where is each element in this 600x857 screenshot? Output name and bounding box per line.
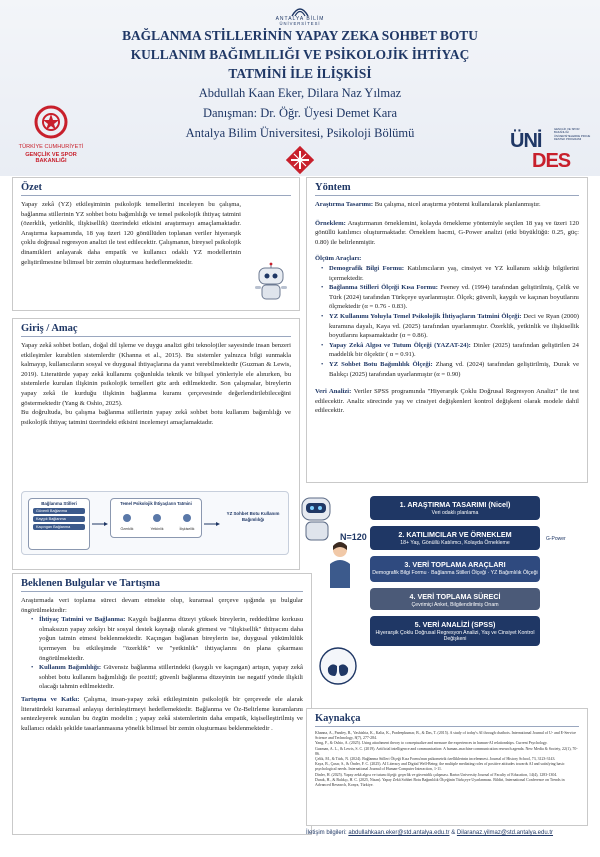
- bulgular-item-label: İhtiyaç Tatmini ve Bağlanma:: [39, 616, 126, 624]
- flow-step-sub: 18+ Yaş, Gönüllü Katılımcı, Kolayda Örnekleme: [400, 540, 510, 546]
- unides-des: DES: [532, 150, 571, 172]
- attachment-group-title: Bağlanma Stilleri: [41, 501, 77, 506]
- kaynakca-divider: [315, 726, 579, 727]
- tasarim-label: Araştırma Tasarımı:: [315, 201, 374, 208]
- arac-label: Bağlanma Stilleri Ölçeği Kısa Formu:: [329, 284, 438, 292]
- kaynakca-section: [306, 708, 588, 826]
- ministry-line-1: TÜRKİYE CUMHURİYETİ: [18, 144, 84, 150]
- arac-item: [321, 341, 579, 360]
- reference-item: Durak, H., & Balıkçı, H. C. (2025, Nisan). Yapay Zekâ Sohbet Botu Bağımlılık Ölçeğinin Türkçeye Uyarlanması. Bildiri, International Conference on Trends in Advanced Research, Konya, Türkiye.: [315, 777, 565, 788]
- university-name-line1: ANTALYA BİLİM: [275, 16, 325, 22]
- araclar-title: [315, 254, 579, 264]
- contact-footer: [306, 830, 596, 836]
- poster-title-line-2: KULLANIM BAĞIMLILIĞI VE PSİKOLOJİK İHTİYAÇ: [130, 47, 470, 62]
- bulgular-title: Beklenen Bulgular ve Tartışma: [21, 578, 160, 589]
- flow-step-3: [370, 556, 540, 582]
- email-joiner: &: [451, 830, 456, 836]
- bulgular-item-text: Kaygılı bağlanma düzeyi yüksek bireylerin, reddedilme korkusu olmaksızın yapay zekâyı bir sosyal destek kaynağı olarak görmesi ve "ilişkisellik" ihtiyacını daha yoğun tatmin etmesi beklenmektedir. Kaçıngan bağlanan bireylerin ise, duygusal yükümlülük içermeyen bu etkileşimde "özerklik" ve "yetkinlik" ihtiyaçlarını ön plana çıkarması öngörülmektedir.: [39, 616, 303, 662]
- analiz-text: Veriler SPSS programında "Hiyerarşik Çoklu Doğrusal Regresyon Analizi" ile test edilecektir. Analiz sürecinde yaş ve cinsiyet değişkenleri kontrol değişkeni olarak modele dahil edilecektir.: [315, 388, 579, 415]
- arac-label: YZ Kullanımı Yoluyla Temel Psikolojik İhtiyaçların Tatmini Ölçeği:: [329, 312, 522, 320]
- kaynakca-title: Kaynakça: [315, 713, 361, 724]
- diamond-emblem-icon: [286, 146, 314, 174]
- ministry-line-2: GENÇLİK VE SPOR BAKANLIĞI: [25, 152, 77, 164]
- unides-logo-icon: [510, 128, 596, 174]
- attachment-item: Kaçıngan Bağlanma: [33, 524, 85, 530]
- bulgular-list: [31, 615, 303, 692]
- ozet-section: [12, 177, 300, 311]
- bulgular-item-text: Güvensiz bağlanma stillerindeki (kaygılı ve kaçıngan) artışın, yapay zekâ sohbet botu kullanım bağımlılığı ile pozitif; güvenli bağlanma düzeyinin ise negatif yönde ilişkili olacağı tahmin edilmektedir.: [39, 664, 303, 691]
- arac-label: Yapay Zekâ Algısı ve Tutum Ölçeği (YAZAT-24):: [329, 341, 471, 349]
- need-label: Yetkinlik: [150, 527, 164, 531]
- giris-paragraph-2: Bu doğrultuda, bu çalışma bağlanma stillerinin yapay zekâ sohbet botu kullanım bağımlılığı ve psikolojik ihtiyaç tatmini üzerindeki etkisini incelemeyi amaçlamaktadır.: [21, 409, 291, 426]
- flow-step-sub: Demografik Bilgi Formu · Bağlanma Stilleri Ölçeği · YZ Bağımlılık Ölçeği: [372, 570, 538, 576]
- needs-title: Temel Psikolojik İhtiyaçların Tatmini: [120, 501, 192, 506]
- flow-step-sub: Çevrimiçi Anket, Bilgilendirilmiş Onam: [411, 602, 499, 608]
- flow-step-title: 3. VERİ TOPLAMA ARAÇLARI: [404, 560, 506, 569]
- advisor: Danışman: Dr. Öğr. Üyesi Demet Kara: [202, 106, 398, 120]
- araclar-title-text: Ölçüm Araçları:: [315, 255, 362, 263]
- arac-text: Zhang vd. (2024) tarafından geliştirilmiş, Durak ve Balıkçı (2025) tarafından uyarlanmıştır (α = 0.90): [329, 360, 579, 378]
- email-link-2[interactable]: Dilaranaz.yilmaz@std.antalya.edu.tr: [456, 830, 554, 836]
- need-label: İlişkisellik: [179, 527, 195, 531]
- orneklem-paragraph: [315, 219, 579, 248]
- flow-step-title: 2. KATILIMCILAR VE ÖRNEKLEM: [398, 530, 512, 539]
- ozet-text: Yapay zekâ (YZ) etkileşiminin psikolojik temellerini inceleyen bu çalışma, bağlanma stillerinin YZ sohbet botu bağımlılığı ve temel psikolojik ihtiyaç tatmini (özerklik, yetkinlik, ilişkisellik) üzerindeki etkisini araştırmayı amaçlamaktadır. Araştırma kapsamında, 18 yaş üzeri 120 gönüllüden toplanan veriler hiyerarşik çoklu doğrusal regresyon analizi ile test edilecektir. Çalışmanın, bireysel psikolojik dinamikleri anlayarak daha empatik ve kullanıcı odaklı YZ modellerinin geliştirilmesine bilimsel bir zemin oluşturması hedeflenmektedir.: [21, 201, 241, 266]
- gpower-label: G-Power: [546, 536, 566, 542]
- flow-step-1: [370, 496, 540, 520]
- arac-text: Katılımcıların yaş, cinsiyet ve YZ kullanım sıklığı bilgilerini içermektedir.: [329, 264, 579, 282]
- giris-divider: [21, 336, 291, 337]
- flow-step-5: [370, 616, 540, 646]
- bulgular-intro: Araştırmada veri toplama süreci devam etmekte olup, kuramsal çerçeve ışığında şu bulgular öngörülmektedir:: [21, 597, 303, 614]
- need-label: Özerklik: [120, 527, 134, 531]
- sample-size-label: N=120: [340, 532, 367, 542]
- reference-item: Guzman, A. L., & Lewis, S. C. (2019). Artificial intelligence and communication: A human–machine communication research agenda. New Media & Society, 22(1), 70-86.: [315, 746, 578, 756]
- needs-icons: [111, 511, 203, 525]
- orneklem-text: Araştırmanın örneklemini, kolayda örnekleme yöntemiyle seçilen 18 yaş ve üzeri 120 gönüllü katılımcı oluşturmaktadır. Örneklem hacmi, G-Power analizi (etki büyüklüğü: 0.25, güç: 0.80) ile belirlenmiştir.: [315, 219, 579, 246]
- poster-title-line-1: BAĞLANMA STİLLERİNİN YAPAY ZEKA SOHBET BOTU: [122, 28, 478, 43]
- poster-header: [0, 0, 600, 176]
- yontem-divider: [315, 195, 579, 196]
- flow-step-title: 4. VERİ TOPLAMA SÜRECİ: [409, 592, 501, 601]
- reference-item: Yang, F., & Oshio, A. (2025). Using attachment theory to conceptualize and measure the experiences in human-AI relationships. Current Psychology.: [315, 741, 548, 746]
- needs-box: [110, 498, 202, 538]
- arac-item: [321, 360, 579, 379]
- yontem-section: [306, 177, 588, 483]
- flow-step-sub: Hiyerarşik Çoklu Doğrusal Regresyon Analizi, Yaş ve Cinsiyet Kontrol Değişkeni: [375, 630, 535, 642]
- arac-item: [321, 264, 579, 283]
- araclar-list: [321, 264, 579, 379]
- arac-item: [321, 283, 579, 312]
- yontem-title: Yöntem: [315, 182, 351, 193]
- affiliation: Antalya Bilim Üniversitesi, Psikoloji Bölümü: [185, 126, 415, 140]
- bulgular-item: [31, 663, 303, 692]
- arac-text: Dinler (2025) tarafından geliştirilen 24 maddelik bir ölçektir ( α = 0.91).: [329, 341, 579, 359]
- arac-label: Demografik Bilgi Formu:: [329, 264, 405, 272]
- bulgular-item-label: Kullanım Bağımlılığı:: [39, 664, 102, 672]
- orneklem-label: Örneklem:: [315, 219, 346, 227]
- tasarim-paragraph: [315, 200, 579, 210]
- arac-label: YZ Sohbet Botu Bağımlılık Ölçeği:: [329, 360, 433, 368]
- attachment-item: Güvenli Bağlanma: [33, 508, 85, 514]
- reference-item: Kaya, B., Çınar, S., & Önder, F. C. (2025). AI Literacy and Digital Well-Being: the multiple mediating roles of positive attitudes towards AI and satisfying basic psychological needs. International Journal of Human-Computer Interaction, 1-11.: [315, 762, 565, 772]
- tasarim-text: Bu çalışma, nicel araştırma yöntemi kullanılarak planlanmıştır.: [374, 201, 541, 208]
- ozet-divider: [21, 195, 291, 196]
- katki-paragraph: [21, 695, 303, 733]
- bulgular-section: [12, 573, 312, 835]
- university-name-line2: ÜNİVERSİTESİ: [279, 21, 321, 26]
- attachment-item: Kaygılı Bağlanma: [33, 516, 85, 522]
- arac-text: Feeney vd. (1994) tarafından geliştirilmiş, Çelik ve Türk (2024) tarafından Türkçeye uyarlanmıştır. Ölçek; güvenli, kaygılı ve kaçınan boyutlarını ölçmektedir (α = 0.76 - 0.83).: [329, 284, 579, 311]
- giris-title: Giriş / Amaç: [21, 323, 78, 334]
- analiz-paragraph: [315, 387, 579, 416]
- email-link-1[interactable]: abdullahkaan.eker@std.antalya.edu.tr: [348, 830, 450, 836]
- katki-label: Tartışma ve Katkı:: [21, 695, 80, 703]
- university-logo-icon: [250, 4, 350, 26]
- katki-text: Çalışma, insan-yapay zekâ etkileşiminin psikolojik bir çerçevede ele alarak literatürdeki kuramsal anlayışı derinleştirmeyi hedeflemektedir. Bağlanma ve Öz-Belirleme kuramlarını sentezleyerek sunulan bu özgün modelin ; yapay zekâ sistemlerinin daha empatik, kişiselleştirilmiş ve kullanıcı odaklı şekilde tasarlanmasına yönelik bilimsel bir zemin oluşturması beklenmektedir .: [21, 695, 303, 732]
- addiction-box: YZ Sohbet Botu Kullanım Bağımlılığı: [226, 511, 280, 522]
- flow-step-2: [370, 526, 540, 550]
- ministry-logo-icon: [10, 104, 92, 172]
- unides-small-text: GENÇLİK VE SPOR BAKANLIĞI ÜNİVERSİTELERDE PROJE DESTEK PROGRAMI: [554, 127, 591, 142]
- lungs-emblem-icon: [318, 646, 358, 686]
- giris-section: [12, 318, 300, 570]
- bulgular-item: [31, 615, 303, 663]
- reference-item: Çelik, M., & Türk, N. (2024). Bağlanma Stilleri Ölçeği Kısa Formu'nun psikometrik özelliklerinin incelenmesi. Journal of History School, 73, 3123-3143.: [315, 757, 556, 762]
- flow-step-4: [370, 588, 540, 610]
- ozet-title: Özet: [21, 182, 42, 193]
- reference-item: Khanna, A., Pandey, B., Vashishta, K., Kalia, K., Pradeepkumar, B., & Das, T. (2015). A study of today's AI through chatbots. International Journal of U- and E-Service Science and Technology, 8(7), 277-284.: [315, 731, 577, 741]
- arac-text: Deci ve Ryan (2000) kuramına dayalı, Kaya vd. (2025) tarafından uyarlanmıştır. Özerklik, yetkinlik ve ilişkisellik boyutlarını kapsamaktadır (α = 0.86).: [329, 312, 579, 340]
- flow-step-sub: Veri odaklı planlama: [431, 510, 479, 516]
- flow-step-title: 5. VERİ ANALİZİ (SPSS): [414, 620, 496, 629]
- analiz-label: Veri Analizi:: [315, 388, 352, 396]
- giris-paragraph-1: Yapay zekâ sohbet botları, doğal dil işleme ve duygu analizi gibi teknolojiler sayesinde insan benzeri etkileşimler kurabilen sistemlerdir (Khanna et al., 2015). Bu sistemler yalnızca bilgi sunmakla kalmayıp, kullanıcıların sosyal ve duygusal ihtiyaçlarına da yanıt verebilmektedir (Guzman & Lewis, 2019). Literatürde yapay zekâ kullanımı çoğunlukla teknik ve bilişsel yönleriyle ele alınırken, bu sistemlerle kurulan ilişkinin psikolojik temelleri göz ardı edilmektedir. Son çalışmalar, bireylerin yapay zekâ ile kurduğu ilişkinin bağlanma kuramı çerçevesinde değerlendirilebileceğini göstermektedir (Yang & Oshio, 2025).: [21, 342, 291, 407]
- robot-icon: [249, 262, 293, 306]
- reference-item: Dinler, H. (2025). Yapay zekâ algısı ve tutum ölçeği: geçerlik ve güvenirlik çalışması. Bartın University Journal of Faculty of Education, 14(4), 1283-1304.: [315, 772, 558, 777]
- unides-uni: ÜNİ: [510, 130, 542, 152]
- model-diagram: [21, 491, 289, 555]
- bulgular-divider: [21, 591, 303, 592]
- arac-item: [321, 312, 579, 341]
- authors: Abdullah Kaan Eker, Dilara Naz Yılmaz: [198, 86, 402, 100]
- flow-step-title: 1. ARAŞTIRMA TASARIMI (Nicel): [399, 500, 511, 509]
- contact-label: İletişim bilgileri:: [306, 830, 347, 836]
- poster-title-line-3: TATMİNİ İLE İLİŞKİSİ: [228, 66, 372, 81]
